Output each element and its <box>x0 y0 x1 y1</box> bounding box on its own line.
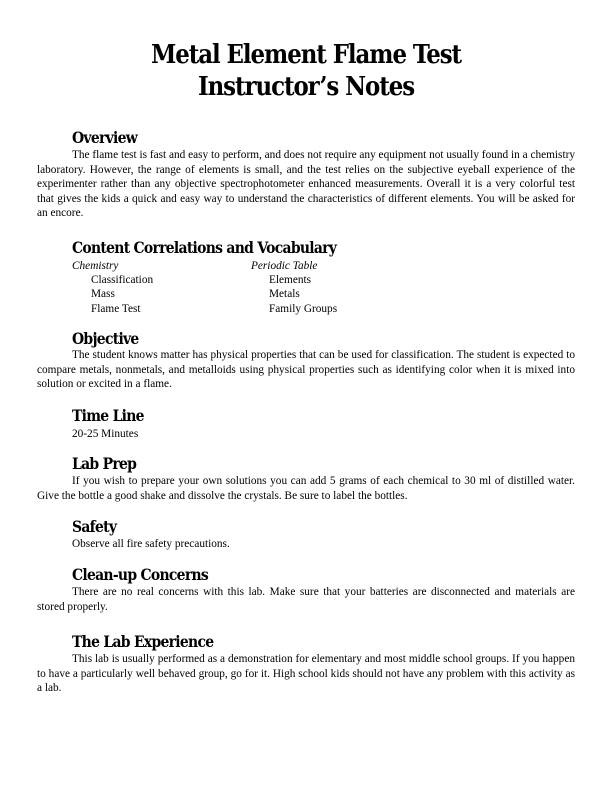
cleanup-heading: Clean-up Concerns <box>72 565 209 584</box>
periodic-table-column-heading: Periodic Table <box>251 260 318 272</box>
vocab-periodic-item: Elements <box>269 274 312 286</box>
overview-text: The flame test is fast and easy to perform, and does not require any equipment not usually found in a chemistry laboratory. However, the range of elements is small, and the test relies on the subjective eyeball experience of the experimenter rather than any objective spectrophotometer enhanced measurements. Overall it is a very colorful test that gives the kids a quick and easy way to understand the characteristics of different elements. You will be asked for an encore. <box>37 149 575 220</box>
document-title: Metal Element Flame Test <box>150 40 462 70</box>
safety-heading: Safety <box>72 517 117 536</box>
timeline-heading: Time Line <box>72 406 144 425</box>
experience-text: This lab is usually performed as a demonstration for elementary and most middle school groups. If you happen to have a particularly well behaved group, go for it. High school kids should not have any problem with this activity as a lab. <box>37 653 575 695</box>
vocab-periodic-item: Family Groups <box>269 303 338 315</box>
timeline-text: 20-25 Minutes <box>72 428 139 440</box>
vocab-chemistry-item: Mass <box>91 288 115 300</box>
labprep-heading: Lab Prep <box>72 454 137 473</box>
correlations-heading: Content Correlations and Vocabulary <box>72 238 337 257</box>
cleanup-text: There are no real concerns with this lab. Make sure that your batteries are disconnected and materials are stored properly. <box>37 586 575 613</box>
objective-text: The student knows matter has physical properties that can be used for classification. The student is expected to compare metals, nonmetals, and metalloids using physical properties such as identifying color when it is mixed into solution or excited in a flame. <box>37 349 575 391</box>
document-subtitle: Instructor’s Notes <box>197 72 415 102</box>
vocab-chemistry-item: Flame Test <box>91 303 141 315</box>
overview-heading: Overview <box>72 128 138 147</box>
safety-text: Observe all fire safety precautions. <box>72 538 230 550</box>
experience-heading: The Lab Experience <box>72 632 214 651</box>
objective-heading: Objective <box>72 329 139 348</box>
labprep-text: If you wish to prepare your own solutions you can add 5 grams of each chemical to 30 ml of distilled water. Give the bottle a good shake and dissolve the crystals. Be sure to label the bottles. <box>37 475 575 502</box>
vocab-periodic-item: Metals <box>269 288 300 300</box>
vocab-chemistry-item: Classification <box>91 274 154 286</box>
chemistry-column-heading: Chemistry <box>72 260 119 272</box>
